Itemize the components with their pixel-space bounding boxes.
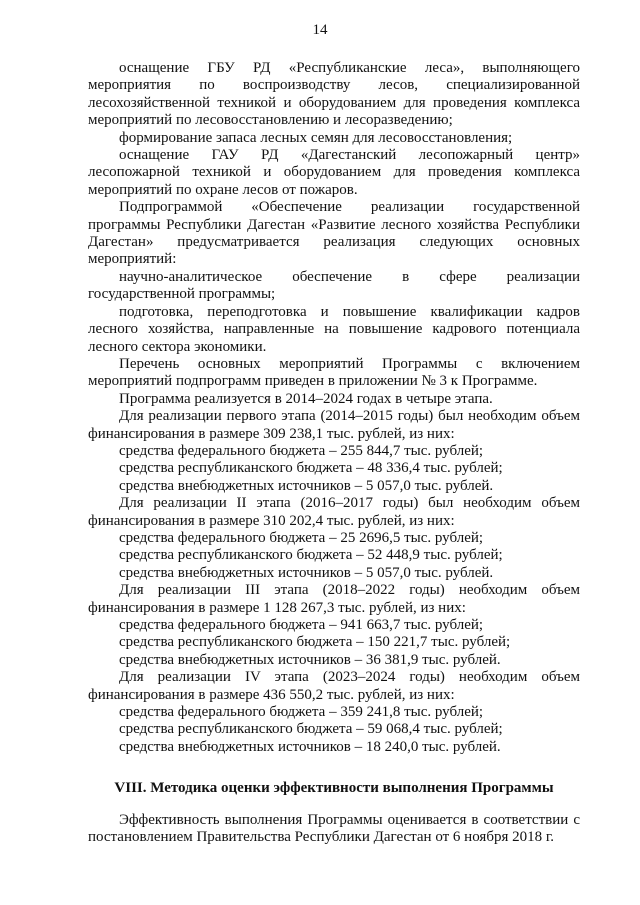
text-line: Эффективность выполнения Программы оценивается в соответствии с [119,811,580,828]
paragraph [88,356,580,391]
paragraph [88,704,580,721]
text-line: государственной программы; [88,286,276,303]
text-line: мероприятий подпрограмм приведен в приложении № 3 к Программе. [88,373,538,390]
paragraph [88,812,580,847]
paragraph [88,391,580,408]
text-line: финансирования в размере 436 550,2 тыс. рублей, из них: [88,686,455,703]
paragraph [88,721,580,738]
paragraph [88,739,580,756]
text-line: оснащение ГБУ РД «Республиканские леса», выполняющего [119,60,580,76]
section-heading: VIII. Методика оценки эффективности выполнения Программы [114,780,554,797]
text-line: средства республиканского бюджета – 48 336,4 тыс. рублей; [119,460,503,477]
paragraph [88,199,580,269]
paragraph [88,443,580,460]
body-paragraphs [88,60,580,756]
text-line: лесохозяйственной техникой и оборудованием для проведения комплекса [88,94,580,111]
text-line: оснащение ГАУ РД «Дагестанский лесопожарный центр» [119,147,580,164]
text-line: средства республиканского бюджета – 150 221,7 тыс. рублей; [119,634,511,651]
text-line: программы Республики Дагестан «Развитие лесного хозяйства Республики [88,216,580,233]
text-line: лесного сектора экономики. [88,338,267,355]
paragraph [88,634,580,651]
text-line: постановлением Правительства Республики Дагестан от 6 ноября 2018 г. [88,829,555,846]
paragraph [88,582,580,617]
text-line: Для реализации первого этапа (2014–2015 годы) был необходим объем [119,408,580,425]
paragraph [88,565,580,582]
text-line: средства республиканского бюджета – 59 068,4 тыс. рублей; [119,721,503,738]
text-line: средства республиканского бюджета – 52 448,9 тыс. рублей; [119,547,503,564]
text-line: средства федерального бюджета – 255 844,7 тыс. рублей; [119,442,484,459]
paragraph [88,652,580,669]
text-line: финансирования в размере 1 128 267,3 тыс. рублей, из них: [88,599,466,616]
paragraph [88,130,580,147]
paragraph [88,269,580,304]
text-line: финансирования в размере 310 202,4 тыс. рублей, из них: [88,512,455,529]
text-line: финансирования в размере 309 238,1 тыс. рублей, из них: [88,425,455,442]
paragraph [88,460,580,477]
text-line: Перечень основных мероприятий Программы с включением [119,355,580,372]
text-line: научно-аналитическое обеспечение в сфере реализации [119,268,580,285]
text-line: средства внебюджетных источников – 5 057,0 тыс. рублей. [119,477,494,494]
text-line: подготовка, переподготовка и повышение квалификации кадров [119,303,580,320]
paragraph [88,530,580,547]
text-line: мероприятий: [88,251,177,268]
paragraph [88,304,580,356]
text-line: Подпрограммой «Обеспечение реализации государственной [119,199,580,216]
text-line: Для реализации IV этапа (2023–2024 годы) необходим объем [119,669,580,686]
paragraph [88,617,580,634]
text-line: лесного хозяйства, направленные на повышение кадрового потенциала [88,321,580,338]
text-line: средства внебюджетных источников – 5 057,0 тыс. рублей. [119,564,494,581]
paragraph [88,60,580,130]
text-line: средства внебюджетных источников – 18 240,0 тыс. рублей. [119,738,501,755]
text-line: лесопожарной техникой и оборудованием для проведения комплекса [88,164,580,181]
paragraph [88,495,580,530]
text-line: средства федерального бюджета – 25 2696,5 тыс. рублей; [119,529,484,546]
text-line: Для реализации II этапа (2016–2017 годы) был необходим объем [119,495,580,512]
closing-paragraphs [88,812,580,847]
document-body [88,60,580,846]
paragraph [88,547,580,564]
paragraph [88,147,580,199]
text-line: мероприятия по воспроизводству лесов, специализированной [88,77,580,94]
text-line: средства федерального бюджета – 941 663,7 тыс. рублей; [119,617,484,633]
text-line: мероприятий по лесовосстановлению и лесоразведению; [88,112,453,129]
text-line: средства федерального бюджета – 359 241,8 тыс. рублей; [119,704,484,721]
text-line: Программа реализуется в 2014–2024 годах в четыре этапа. [119,390,493,407]
page-number: 14 [312,22,328,38]
paragraph [88,669,580,704]
paragraph [88,408,580,443]
paragraph [88,478,580,495]
text-line: средства внебюджетных источников – 36 381,9 тыс. рублей. [119,651,501,668]
text-line: мероприятий по охране лесов от пожаров. [88,181,358,198]
text-line: Для реализации III этапа (2018–2022 годы) необходим объем [119,582,580,599]
text-line: формирование запаса лесных семян для лесовосстановления; [119,129,513,146]
text-line: Дагестан» предусматривается реализация следующих основных [88,234,580,251]
